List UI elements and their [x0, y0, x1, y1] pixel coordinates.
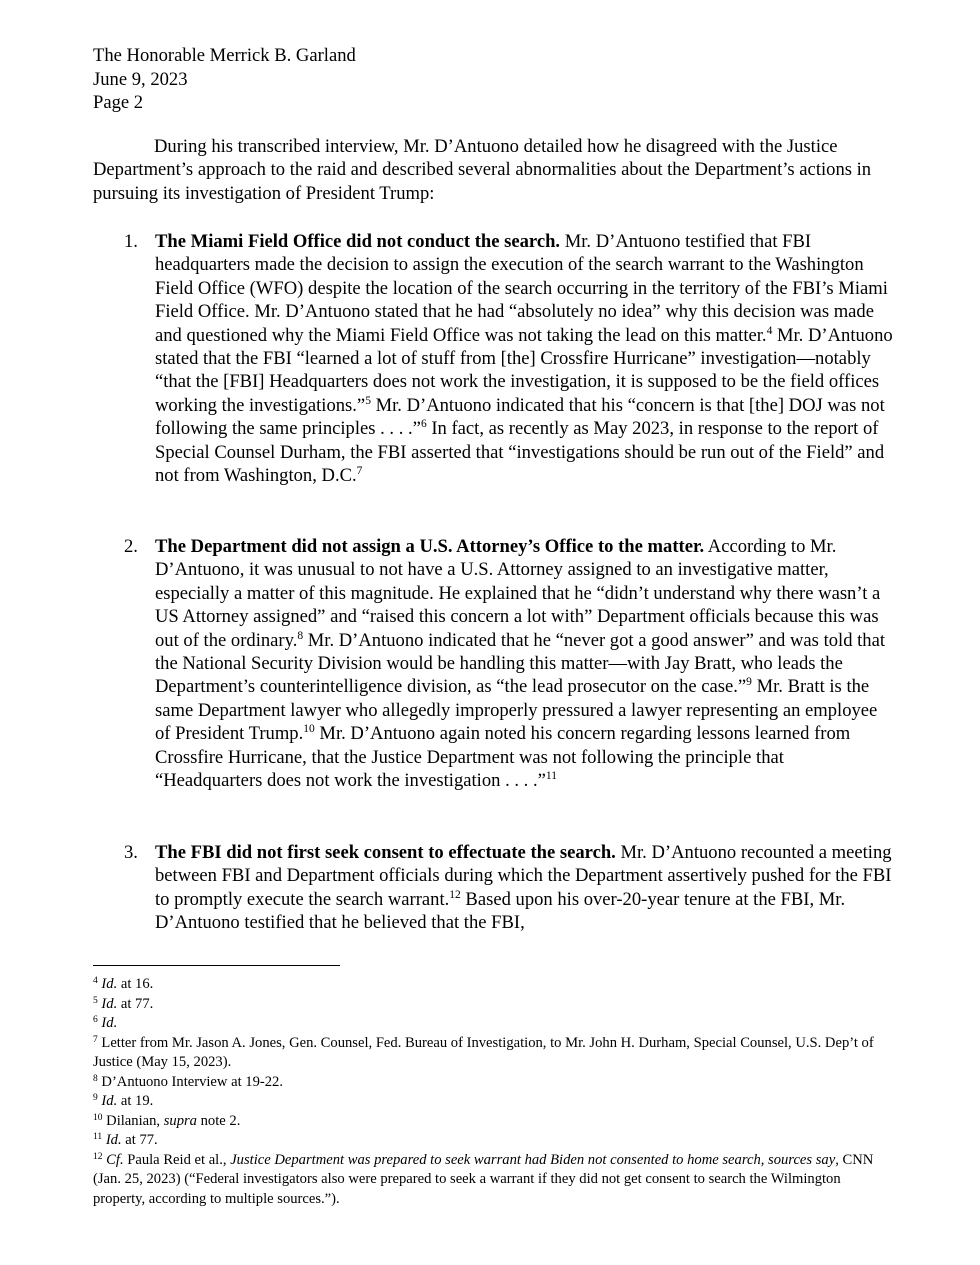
footnote-ref[interactable]: 7: [356, 465, 363, 478]
list-item-2: [124, 535, 893, 792]
footnote-8: $^8$ D’Antuono Interview at 19-22.: [93, 1073, 283, 1090]
list-number: 3.: [124, 842, 138, 863]
footnote-ref[interactable]: 8: [297, 629, 304, 642]
footnote-11: $^{11}$ Id. at 77.: [93, 1132, 158, 1148]
page-number-line: Page 2: [93, 92, 144, 114]
item-text: Mr. D’Antuono indicated that he “never got a good answer” and was told that the National Security Division would be handling this matter—with Jay Bratt, who leads the Department’s counterintelligence division, as “the lead prosecutor on the case.”: [155, 629, 886, 698]
list-number: 2.: [124, 536, 138, 557]
list-item-3: [124, 841, 893, 935]
item-text: Mr. D’Antuono testified that FBI headquarters made the decision to assign the execution of the search warrant to the Washington Field Office (WFO) despite the location of the search occurring in the territory of the FBI’s Miami Field Office. Mr. D’Antuono stated that he had “absolutely no idea” why this decision was made and questioned why the Miami Field Office was not taking the lead on this matter.: [155, 231, 888, 346]
footnotes: [93, 975, 893, 1209]
footnote-6: $^6$ Id.: [93, 1015, 118, 1031]
item-text: Mr. D’Antuono indicated that his “concern is that [the] DOJ was not following the same principles . . . .”: [155, 394, 885, 440]
item-text: According to Mr. D’Antuono, it was unusual to not have a U.S. Attorney assigned to an investigative matter, especially a matter of this magnitude. He explained that he “didn’t understand why there wasn’t a US Attorney assigned” and “raised this concern a lot with” Department officials because this was out of the ordinary.: [155, 536, 881, 651]
footnote-ref[interactable]: 10: [303, 723, 315, 736]
item-heading: The Miami Field Office did not conduct the search.: [155, 231, 561, 252]
item-text: Mr. Bratt is the same Department lawyer who allegedly improperly pressured a lawyer representing an employee of President Trump.: [155, 676, 878, 745]
item-heading: The FBI did not first seek consent to effectuate the search.: [155, 842, 616, 863]
footnote-ref[interactable]: 12: [449, 888, 461, 901]
footnote-ref[interactable]: 6: [420, 418, 427, 431]
footnote-7: $^7$ Letter from Mr. Jason A. Jones, Gen. Counsel, Fed. Bureau of Investigation, to Mr. John H. Durham, Special Counsel, U.S. Dep’t of Justice (May 15, 2023).: [93, 1034, 874, 1070]
footnote-ref[interactable]: 11: [545, 770, 557, 783]
list-number: 1.: [124, 231, 138, 252]
item-heading: The Department did not assign a U.S. Attorney’s Office to the matter.: [155, 536, 705, 557]
item-text: Mr. D’Antuono again noted his concern regarding lessons learned from Crossfire Hurricane, that the Justice Department was not following the principle that “Headquarters does not work the investigation . . . .”: [155, 723, 851, 792]
intro-paragraph: During his transcribed interview, Mr. D’Antuono detailed how he disagreed with the Justice Department’s approach to the raid and described several abnormalities about the Department’s actions in pursuing its investigation of President Trump:: [93, 136, 872, 204]
footnote-divider: [93, 965, 340, 966]
item-text: Mr. D’Antuono stated that the FBI “learned a lot of stuff from [the] Crossfire Hurricane” investigation—notably “that the [FBI] Headquarters does not work the investigation, it is supposed to be the field offices working the investigations.”: [155, 324, 893, 416]
footnote-ref[interactable]: 9: [746, 676, 752, 689]
footnote-9: $^9$ Id. at 19.: [93, 1093, 154, 1109]
item-text: Based upon his over-20-year tenure at the FBI, Mr. D’Antuono testified that he believed that the FBI,: [155, 888, 846, 934]
addressee-line: The Honorable Merrick B. Garland: [93, 45, 356, 66]
footnote-5: $^5$ Id. at 77.: [93, 995, 154, 1012]
footnote-ref[interactable]: 4: [766, 324, 773, 337]
letter-header: [93, 44, 513, 115]
footnote-4: $^4$ Id. at 16.: [93, 976, 154, 992]
footnote-10: $^{10}$ Dilanian, supra note 2.: [93, 1112, 241, 1129]
list-item-1: [124, 230, 893, 487]
footnote-ref[interactable]: 5: [365, 394, 371, 407]
item-text: In fact, as recently as May 2023, in response to the report of Special Counsel Durham, the FBI asserted that “investigations should be run out of the Field” and not from Washington, D.C.: [155, 418, 885, 487]
footnote-12: $^{12}$ Cf. Paula Reid et al., Justice Department was prepared to seek warrant had Biden not consented to home search, sources say, CNN (Jan. 25, 2023) (“Federal investigators also were prepared to seek a warrant if they did not get consent to search the Wilmington property, according to multiple sources.”).: [93, 1151, 874, 1207]
date-line: June 9, 2023: [93, 68, 188, 90]
item-text: Mr. D’Antuono recounted a meeting between FBI and Department officials during which the Department assertively pushed for the FBI to promptly execute the search warrant.: [155, 842, 892, 910]
